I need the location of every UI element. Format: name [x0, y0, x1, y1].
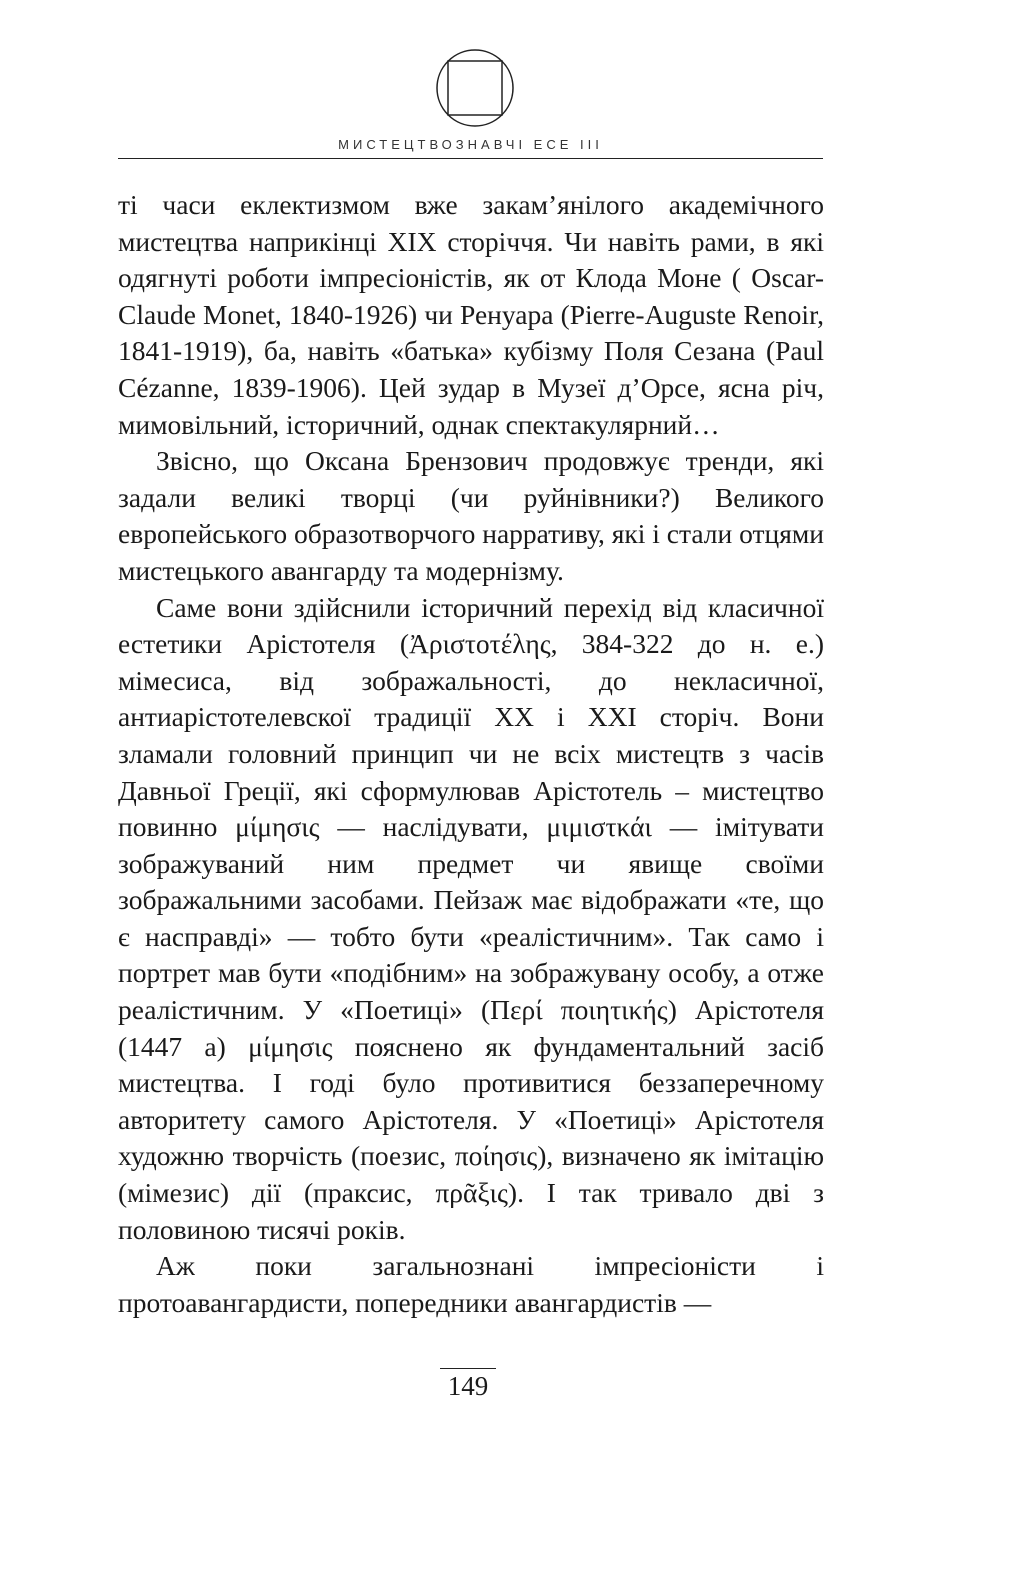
running-head: МИСТЕЦТВОЗНАВЧІ ЕСЕ III [338, 137, 603, 152]
paragraph-4: Аж поки загальнознані імпресіоністи і протоавангардисти, попередники авангардистів — [118, 1250, 824, 1318]
paragraph-1: ті часи еклектизмом вже закам’янілого академічного мистецтва наприкінці XIX сторіччя. Чи навіть рами, в які одягнуті роботи імпресіоністів, як от Клода Моне ( Oscar-Claude Monet, 1840-1926) чи Ренуара (Pierre-Auguste Renoir, 1841-1919), ба, навіть «батька» кубізму Поля Сезана (Paul Cézanne, 1839-1906). Цей зудар в Музеї д’Орсе, ясна річ, мимовільний, історичний, однак спектакулярний… [118, 189, 824, 440]
circle-square-emblem-icon [435, 48, 515, 128]
paragraph-3: Саме вони здійснили історичний перехід від класичної естетики Арістотеля (Ἀριστοτέλης, 384-322 до н. е.) мімесиса, від зображальності, до некласичної, антиарістотелевскої традиції XX і XXI сторіч. Вони зламали головний принцип чи не всіх мистецтв з часів Давньої Греції, які сформулював Арістотель – мистецтво повинно μίμησις — наслідувати, μιμιστκάι — імітувати зображуваний ним предмет чи явище своїми зображальними засобами. Пейзаж має відображати «те, що є насправді» — тобто бути «реалістичним». Так само і портрет мав бути «подібним» на зображувану особу, а отже реалістичним. У «Поетиці» (Περί ποιητικής) Арістотеля (1447 a) μίμησις пояснено як фундаментальний засіб мистецтва. І годі було противитися беззаперечному авторитету самого Арістотеля. У «Поетиці» Арістотеля художню творчість (поезис, ποίησις), визначено як імітацію (мімезис) дії (праксис, πρᾶξις). І так тривало дві з половиною тисячі років. [118, 591, 824, 1245]
paragraph-2: Звісно, що Оксана Брензович продовжує тренди, які задали великі творці (чи руйнівники?) Великого европейського образотворчого нарративу, які і стали отцями мистецького авангарду та модернізму. [118, 445, 824, 586]
page-number: 149 [440, 1368, 496, 1403]
header-divider [118, 158, 823, 159]
body-text [118, 187, 824, 1321]
